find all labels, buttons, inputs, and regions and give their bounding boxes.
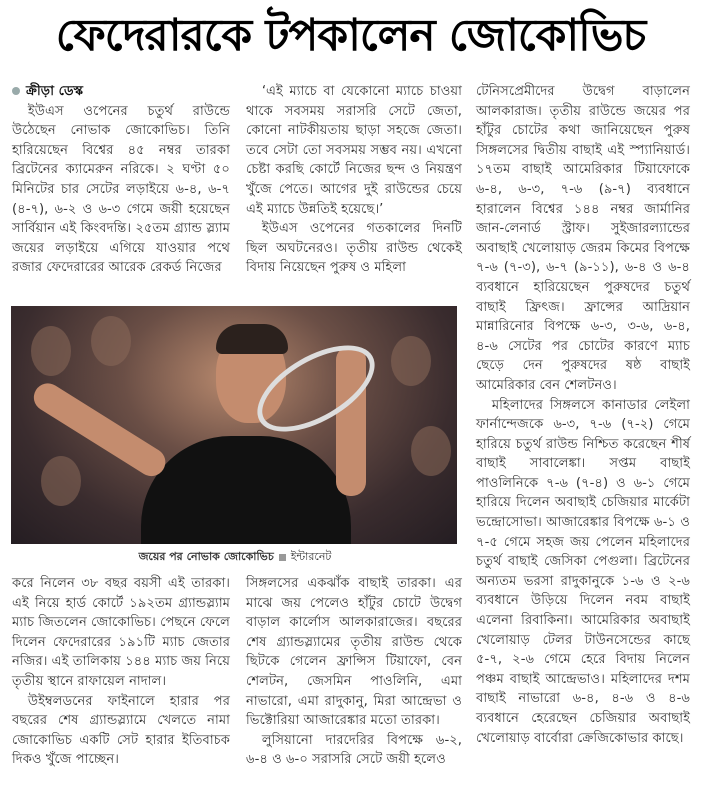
photo-caption [0,548,470,567]
column-1-bottom [12,574,230,770]
article-photo [11,306,457,544]
column-2-bottom [246,574,462,770]
paragraph: লুসিয়ানো দারদেরির বিপক্ষে ৬-২, ৬-৪ ও ৬-০ সরাসরি সেটে জয়ী হলেও [246,732,462,768]
byline-text: ক্রীড়া ডেস্ক [26,84,84,99]
headline: ফেদেরারকে টপকালেন জোকোভিচ [55,10,646,61]
photo-credit: ইন্টারনেট [290,550,332,563]
paragraph: সিঙ্গলসের একঝাঁক বাছাই তারকা। এর মাঝে জয় পেলেও হাঁটুর চোটে উদ্বেগ বাড়াল কার্লোস আলকারাজের। বছরের শেষ গ্র্যান্ডস্ল্যামের তৃতীয় রাউন্ড থেকে ছিটকে গেলেন ফ্রান্সিস টিয়াফো, বেন শেলটন, জেসমিন পাওলিনি, এমা নাভারো, এমা রাদুকানু, মিরা আন্দ্রেভা ও ভিক্টোরিয়া আজারেঙ্কার মতো তারকা। [246,576,462,729]
bullet-icon [12,87,20,95]
paragraph: করে নিলেন ৩৮ বছর বয়সী এই তারকা। এই নিয়ে হার্ড কোর্টে ১৯২তম গ্র্যান্ডস্ল্যাম ম্যাচ জিতলেন জোকোভিচ। পেছনে ফেলে দিলেন ফেদেরারের ১৯১টি ম্যাচ জেতার নজির। এই তালিকায় ১৪৪ ম্যাচ জয় নিয়ে তৃতীয় স্থানে রাফায়েল নাদাল। [12,576,230,689]
paragraph: উইম্বলডনের ফাইনালে হারার পর বছরের শেষ গ্র্যান্ডস্ল্যামে খেলতে নামা জোকোভিচ একটি সেট হারার ইতিবাচক দিকও খুঁজে পাচ্ছেন। [12,693,230,768]
paragraph: ইউএস ওপেনের গতকালের দিনটি ছিল অঘটনেরও। তৃতীয় রাউন্ড থেকেই বিদায় নিয়েছেন পুরুষ ও মহিলা [246,221,462,276]
paragraph: টেনিসপ্রেমীদের উদ্বেগ বাড়ালেন আলকারাজ। তৃতীয় রাউন্ডে জয়ের পর হাঁটুর চোটের কথা জানিয়েছেন পুরুষ সিঙ্গলসের দ্বিতীয় বাছাই এই স্প্যানিয়ার্ড। ১৭তম বাছাই আমেরিকার টিয়াফোকে ৬-৪, ৬-৩, ৭-৬ (৯-৭) ব্যবধানে হারালেন বিশ্বের ১৪৪ নম্বর জার্মানির জান-লেনার্ড স্ট্রাফ। সুইজারল্যান্ডের অবাছাই খেলোয়াড় জেরম কিমের বিপক্ষে ৭-৬ (৭-৩), ৬-৭ (৯-১১), ৬-৪ ও ৬-৪ ব্যবধানে হারিয়েছেন পুরুষদের চতুর্থ বাছাই ফ্রিৎজ। ফ্রান্সের আদ্রিয়ান মান্নারিনোর বিপক্ষে ৬-৩, ৩-৬, ৬-৪, ৪-৬ সেটের পর চোটের কারণে ম্যাচ ছেড়ে দেন পুরুষদের ষষ্ঠ বাছাই আমেরিকার বেন শেলটনও। [476,84,690,393]
paragraph: মহিলাদের সিঙ্গলসে কানাডার লেইলা ফার্নান্দেজকে ৬-৩, ৭-৬ (৭-২) গেমে হারিয়ে চতুর্থ রাউন্ড নিশ্চিত করেছেন শীর্ষ বাছাই সাবালেঙ্কা। সপ্তম বাছাই পাওলিনিকে ৭-৬ (৭-৪) ও ৬-১ গেমে হারিয়ে দিলেন অবাছাই চেজিয়ার মার্কেটা ভন্দ্রোসোভা। আজারেঙ্কার বিপক্ষে ৬-১ ও ৭-৫ গেমে সহজ জয় পেলেন মহিলাদের চতুর্থ বাছাই জেসিকা পেগুলা। ব্রিটেনের অন্যতম ভরসা রাদুকানুকে ১-৬ ও ২-৬ ব্যবধানে উড়িয়ে দিলেন নবম বাছাই এলেনা রিবাকিনা। আমেরিকার অবাছাই খেলোয়াড় টেলর টাউনসেন্ডের কাছে ৫-৭, ২-৬ গেমে হেরে বিদায় নিলেন পঞ্চম বাছাই আন্দ্রেভাও। মহিলাদের দশম বাছাই নাভারো ৬-৪, ৪-৬ ও ৪-৬ ব্যবধানে হেরেছেন চেজিয়ার অবাছাই খেলোয়াড় বার্বোরা ক্রেজিকোভার কাছে। [476,397,690,746]
byline [12,82,230,102]
paragraph: ‘এই ম্যাচে বা যেকোনো ম্যাচে চাওয়া থাকে সবসময় সরাসরি সেটে জেতা, কোনো নাটকীয়তায় ছাড়া সহজে জেতা। তবে সেটা তো সবসময় সম্ভব নয়। এখনো চেষ্টা করছি কোর্টে নিজের ছন্দ ও নিয়ন্ত্রণ খুঁজে পেতে। আগের দুই রাউন্ডের চেয়ে এই ম্যাচে উন্নতিই হয়েছে।’ [246,84,462,217]
column-3 [476,82,690,748]
separator-icon [279,554,286,561]
paragraph: ইউএস ওপেনের চতুর্থ রাউন্ডে উঠেছেন নোভাক জোকোভিচ। তিনি হারিয়েছেন বিশ্বের ৪৫ নম্বর তারকা ব্রিটেনের ক্যামেরুন নরিকে। ২ ঘণ্টা ৫০ মিনিটের চার সেটের লড়াইয়ে ৬-৪, ৬-৭ (৪-৭), ৬-২ ও ৬-৩ গেমে জয়ী হয়েছেন সার্বিয়ান এই কিংবদন্তি। ২৫তম গ্র্যান্ড স্ল্যাম জয়ের লড়াইয়ে এগিয়ে যাওয়ার পথে রজার ফেদেরারের আরেক রেকর্ড নিজের [12,103,230,276]
column-2-top [246,82,462,278]
column-1-top [12,82,230,278]
caption-text: জয়ের পর নোভাক জোকোভিচ [138,550,274,563]
